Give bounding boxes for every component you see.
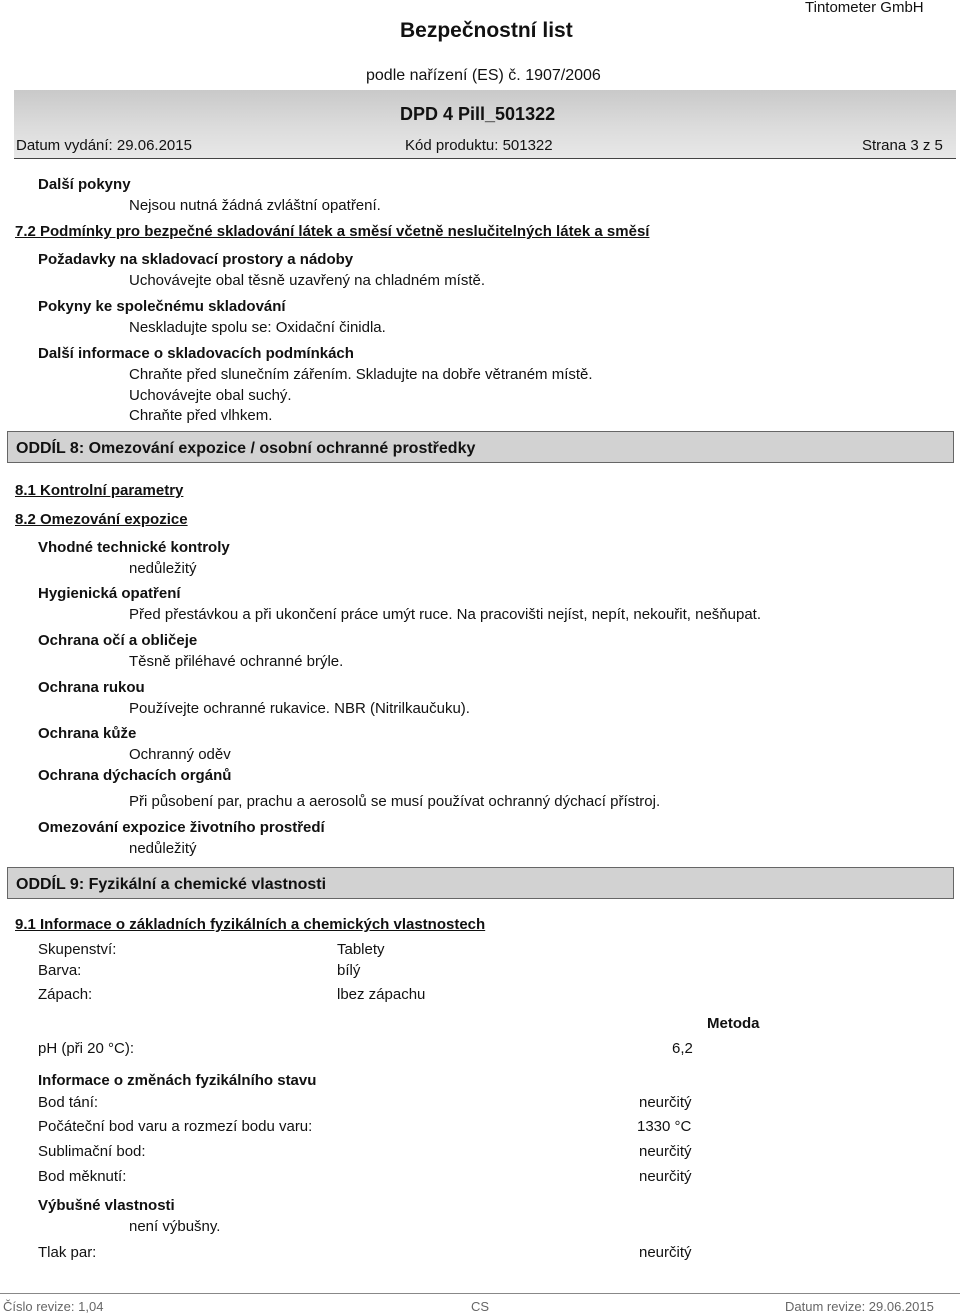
respiratory-protection-heading: Ochrana dýchacích orgánů — [38, 767, 232, 784]
section-9-bar — [7, 867, 954, 899]
explosive-properties-heading: Výbušné vlastnosti — [38, 1197, 175, 1214]
ph-value: 6,2 — [672, 1040, 693, 1057]
state-label: Skupenství: — [38, 941, 117, 958]
state-value: Tablety — [337, 941, 385, 958]
storage-info-line: Uchovávejte obal suchý. — [129, 387, 292, 404]
section-8-title: ODDÍL 8: Omezování expozice / osobní ochranné prostředky — [16, 440, 476, 457]
section-7-2-heading: 7.2 Podmínky pro bezpečné skladování látek a směsí včetně neslučitelných látek a směsí — [15, 223, 650, 240]
ph-label: pH (při 20 °C): — [38, 1040, 135, 1057]
eye-protection-text: Těsně přiléhavé ochranné brýle. — [129, 653, 344, 670]
color-label: Barva: — [38, 962, 82, 979]
page-number: Strana 3 z 5 — [862, 137, 943, 154]
company-name: Tintometer GmbH — [805, 0, 924, 16]
boiling-point-label: Počáteční bod varu a rozmezí bodu varu: — [38, 1118, 313, 1135]
odor-value: lbez zápachu — [337, 986, 426, 1003]
melting-point-value: neurčitý — [639, 1094, 692, 1111]
regulation-text: podle nařízení (ES) č. 1907/2006 — [366, 67, 601, 84]
respiratory-protection-text: Při působení par, prachu a aerosolů se musí používat ochranný dýchací přístroj. — [129, 793, 661, 810]
section-8-bar — [7, 431, 954, 463]
environmental-exposure-text: nedůležitý — [129, 840, 197, 857]
header-rule — [14, 158, 956, 159]
state-change-heading: Informace o změnách fyzikálního stavu — [38, 1072, 317, 1089]
joint-storage-heading: Pokyny ke společnému skladování — [38, 298, 286, 315]
skin-protection-text: Ochranný oděv — [129, 746, 231, 763]
sublimation-point-label: Sublimační bod: — [38, 1143, 146, 1160]
product-name: DPD 4 Pill_501322 — [400, 104, 556, 124]
engineering-controls-text: nedůležitý — [129, 560, 197, 577]
section-8-1-heading: 8.1 Kontrolní parametry — [15, 482, 184, 499]
sublimation-point-value: neurčitý — [639, 1143, 692, 1160]
footer-rule — [0, 1293, 960, 1294]
softening-point-value: neurčitý — [639, 1168, 692, 1185]
method-column-header: Metoda — [707, 1015, 760, 1032]
revision-number: Číslo revize: 1,04 — [3, 1299, 104, 1314]
other-instructions-heading: Další pokyny — [38, 176, 131, 193]
melting-point-label: Bod tání: — [38, 1094, 99, 1111]
vapor-pressure-value: neurčitý — [639, 1244, 692, 1261]
hand-protection-text: Používejte ochranné rukavice. NBR (Nitrilkaučuku). — [129, 700, 470, 717]
explosive-properties-text: není výbušny. — [129, 1218, 221, 1235]
section-8-2-heading: 8.2 Omezování expozice — [15, 511, 188, 528]
section-9-title: ODDÍL 9: Fyzikální a chemické vlastnosti — [16, 876, 327, 893]
storage-info-heading: Další informace o skladovacích podmínkách — [38, 345, 354, 362]
storage-info-line: Chraňte před slunečním zářením. Skladujte na dobře větraném místě. — [129, 366, 593, 383]
odor-label: Zápach: — [38, 986, 93, 1003]
environmental-exposure-heading: Omezování expozice životního prostředí — [38, 819, 325, 836]
boiling-point-value: 1330 °C — [637, 1118, 692, 1135]
issue-date: Datum vydání: 29.06.2015 — [16, 137, 192, 154]
eye-protection-heading: Ochrana očí a obličeje — [38, 632, 198, 649]
softening-point-label: Bod měknutí: — [38, 1168, 127, 1185]
storage-requirements-text: Uchovávejte obal těsně uzavřený na chladném místě. — [129, 272, 486, 289]
engineering-controls-heading: Vhodné technické kontroly — [38, 539, 230, 556]
language-code: CS — [471, 1299, 490, 1314]
product-code: Kód produktu: 501322 — [405, 137, 553, 154]
other-instructions-text: Nejsou nutná žádná zvláštní opatření. — [129, 197, 381, 214]
hygiene-text: Před přestávkou a při ukončení práce umýt ruce. Na pracovišti nejíst, nepít, nekouřit, nešňupat. — [129, 606, 761, 623]
hand-protection-heading: Ochrana rukou — [38, 679, 145, 696]
storage-requirements-heading: Požadavky na skladovací prostory a nádoby — [38, 251, 354, 268]
revision-date: Datum revize: 29.06.2015 — [785, 1299, 934, 1314]
section-9-1-heading: 9.1 Informace o základních fyzikálních a chemických vlastnostech — [15, 916, 486, 933]
vapor-pressure-label: Tlak par: — [38, 1244, 97, 1261]
joint-storage-text: Neskladujte spolu se: Oxidační činidla. — [129, 319, 386, 336]
storage-info-line: Chraňte před vlhkem. — [129, 407, 273, 424]
document-title: Bezpečnostní list — [400, 19, 573, 42]
skin-protection-heading: Ochrana kůže — [38, 725, 137, 742]
hygiene-heading: Hygienická opatření — [38, 585, 181, 602]
color-value: bílý — [337, 962, 361, 979]
